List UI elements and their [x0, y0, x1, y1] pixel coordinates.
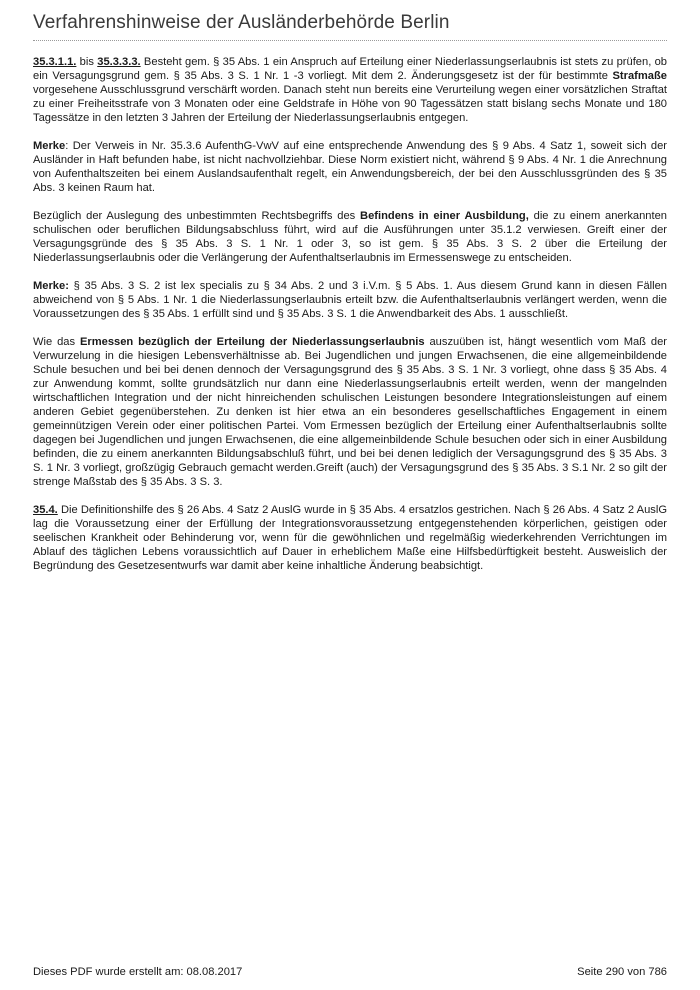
bold-term: Merke: [33, 140, 66, 152]
paragraph-text: auszuüben ist, hängt wesentlich vom Maß der Verwurzelung in die hiesigen Lebensverhältnisse ab. Bei Jugendlichen und jungen Erwachsenen, die eine allgemeinbildende Schule besuchen und bei bei denen dennoch der Versagungsgrund des § 35 Abs. 3 S. 1 Nr. 3 vorliegt, ohne dass § 35 Abs. 4 zur Anwendung kommt, sollte grundsätzlich nur dann eine Niederlassungserlaubnis erteilt werden, wenn der mangelnden wirtschaftlichen Integration und der nicht hinreichenden schulischen Leistungen besondere Integrationsleistungen auf einem anderen Gebiet gegenüberstehen. Zu denken ist hier etwa an ein besonderes gesellschaftliches Engagement in einem gemeinnützigen Verein oder einer politischen Partei. Vom Ermessen bezüglich der Erteilung einer Aufenthaltserlaubnis sollte dagegen bei Jugendlichen und jungen Erwachsenen, die eine allgemeinbildende Schule besuchen oder sich in einer Ausbildung befinden, die zu einem anerkannten Bildungsabschluß führt, und bei bei denen lediglich der Versagungsgrund des § 35 Abs. 3 S. 1 Nr. 3 vorliegt, großzügig Gebrauch gemacht werden.Greift (auch) der Versagungsgrund des § 35 Abs. 3 S.1 Nr. 2 so gilt der strenge Maßstab des § 35 Abs. 3 S. 3.: [33, 336, 667, 488]
page-title: Verfahrenshinweise der Ausländerbehörde Berlin: [33, 12, 450, 33]
paragraph-text: § 35 Abs. 3 S. 2 ist lex specialis zu § 34 Abs. 2 und 3 i.V.m. § 5 Abs. 1. Aus diesem Grund kann in diesen Fällen abweichend von § 5 Abs. 1 Nr. 1 die Niederlassungserlaubnis erteilt bzw. die Aufenthaltserlaubnis verlängert werden, wenn die Voraussetzungen des § 35 Abs. 1 erfüllt sind und § 35 Abs. 3 S. 1 die Anwendbarkeit des Abs. 1 ausschließt.: [33, 280, 667, 320]
paragraph-merke-2: [33, 279, 667, 321]
page-number: Seite 290 von 786: [577, 966, 667, 978]
paragraph-text: vorgesehene Ausschlussgrund verschärft worden. Danach steht nun bereits eine Verurteilung wegen einer vorsätzlichen Straftat zu einer Freiheitsstrafe von 3 Monaten oder eine Geldstrafe in Höhe von 90 Tagessätzen statt bislang sechs Monate und 180 Tagessätze in den letzten 3 Jahren der Erteilung der Niederlassungserlaubnis entgegen.: [33, 84, 667, 124]
section-reference: 35.3.1.1.: [33, 56, 77, 68]
paragraph-merke-1: [33, 139, 667, 195]
page-footer: [33, 966, 667, 978]
paragraph-text: Wie das: [33, 336, 80, 348]
paragraph-text: bis: [76, 56, 98, 68]
paragraph-35-4: [33, 503, 667, 573]
bold-term: Merke:: [33, 280, 69, 292]
paragraph-35-3-1-1: [33, 55, 667, 125]
paragraph-text: Besteht gem. § 35 Abs. 1 ein Anspruch auf Erteilung einer Niederlassungserlaubnis ist stets zu prüfen, ob ein Versagungsgrund gem. § 35 Abs. 3 S. 1 Nr. 1 -3 vorliegt. Mit dem 2. Änderungsgesetz ist der für bestimmte: [33, 56, 667, 82]
paragraph-ausbildung: [33, 209, 667, 265]
bold-term: Ermessen bezüglich der Erteilung der Niederlassungserlaubnis: [79, 336, 425, 348]
paragraph-text: Die Definitionshilfe des § 26 Abs. 4 Satz 2 AuslG wurde in § 35 Abs. 4 ersatzlos gestrichen. Nach § 26 Abs. 4 Satz 2 AuslG lag die Voraussetzung einer der Erfüllung der Integrationsvoraussetzung entgegenstehenden körperlichen, geistigen oder seelischen Krankheit oder Behinderung vor, wenn für die gewöhnlichen und regelmäßig wiederkehrenden Verrichtungen im Ablauf des täglichen Lebens voraussichtlich auf Dauer in erheblichem Maße eine Hilfsbedürftigkeit besteht. Ausweislich der Begründung des Gesetzesentwurfs war damit aber keine inhaltliche Änderung beabsichtigt.: [33, 504, 667, 572]
section-reference: 35.3.3.3.: [97, 56, 141, 68]
paragraph-text: Bezüglich der Auslegung des unbestimmten Rechtsbegriffs des: [33, 210, 361, 222]
page-header: [33, 12, 667, 41]
paragraph-ermessen: [33, 335, 667, 489]
section-reference: 35.4.: [33, 504, 58, 516]
bold-term: Strafmaße: [612, 70, 667, 82]
document-body: [33, 55, 667, 587]
paragraph-text: die zu einem anerkannten schulischen oder beruflichen Bildungsabschluss führt, wird auf die Ausführungen unter 35.1.2 verwiesen. Greift einer der Versagungsgründe des § 35 Abs. 3 S. 1 Nr. 1 oder 3, so ist gem. § 35 Abs. 3 S. 2 über die Erteilung der Niederlassungserlaubnis oder die Verlängerung der Aufenthaltserlaubnis im Ermessenswege zu entscheiden.: [33, 210, 667, 264]
creation-date: Dieses PDF wurde erstellt am: 08.08.2017: [33, 966, 243, 978]
bold-term: Befindens in einer Ausbildung,: [360, 210, 529, 222]
paragraph-text: : Der Verweis in Nr. 35.3.6 AufenthG-VwV auf eine entsprechende Anwendung des § 9 Abs. 4 Satz 1, soweit sich der Ausländer in Haft befunden habe, ist nicht nachvollziehbar. Diese Norm existiert nicht, während § 9 Abs. 4 Nr. 1 die Anrechnung von Aufenthaltszeiten bei einem Auslandsaufenthalt regelt, ein Anwendungsbereich, der bei den Ausschlussgründen des § 35 Abs. 3 keinen Raum hat.: [33, 140, 667, 194]
